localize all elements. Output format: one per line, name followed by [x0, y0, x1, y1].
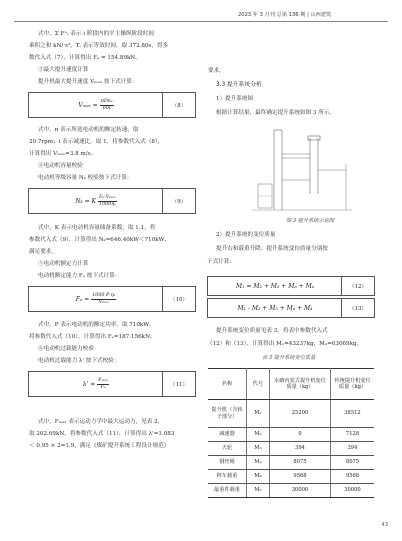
paragraph-line: ＜ 0.95 × 2=1.9，满足《煤矿提升系统工程设计规范》 — [29, 443, 170, 449]
paragraph-line: 提升系统变位质量见表 3，将表中参数代入式 — [216, 328, 328, 334]
header-rule — [14, 21, 388, 22]
table-header: 名称 — [208, 369, 247, 400]
subheading: 2）提升系统的变位质量 — [216, 232, 276, 238]
equation-number: （8） — [171, 103, 187, 109]
paragraph-line: （12）和（13），计算得出 M₁=43237kg，M₂=63069kg。 — [207, 341, 363, 347]
paragraph-line: 电动机等级容量 Nₖ 校验按下式计算： — [38, 175, 133, 181]
paragraph-line: 参数代入式（9），计算得出 Nₖ=646.40kW＜710kW， — [29, 237, 170, 243]
subheading: ③最大提升速度计算 — [38, 67, 89, 73]
equation-number: （11） — [170, 382, 188, 388]
paragraph-line: 取 202.69kN。将参数代入式（11），计算得出 λ'=1.083 — [29, 431, 175, 437]
equation-number: （12） — [349, 284, 367, 290]
table-row: 提升机（含转子部分） M₁ 25200 38512 — [208, 400, 374, 428]
table-row: 减速器 M₂ 0 7128 — [208, 428, 374, 442]
page-number: 43 — [381, 522, 388, 528]
equation-8: Vₘₐₓ = $\frac{\text{πDnₑ}}{60i}$ （8） — [28, 92, 196, 118]
running-header: 2023 年 3 月刊 总第 136 期 | 山西建筑 — [238, 12, 332, 18]
equation-10: Fₑ = $\frac{\text{1000·P·ηₛ}}{\text{Vₘₐₓ}}$ （10） — [28, 286, 196, 312]
paragraph-line: 提升右和载重升降、提升系统变位质量分别按 — [216, 246, 328, 252]
equation-9: Nₖ = K $\frac{\text{Fₚ·Vₘₐₓ}}{\text{1000ηₛ}}$ （9） — [28, 188, 196, 214]
equation-number: （9） — [171, 199, 187, 205]
paragraph-line: 电动机额定能力 Fₑ 按下式计算： — [38, 273, 121, 279]
subheading: ④电动机容量校验 — [38, 163, 83, 169]
paragraph-line: 式中，n 表示所选电动机的额定转速，取 — [38, 127, 139, 133]
paragraph-line: 电动机过载能力 λ' 按下式校验： — [38, 358, 120, 364]
mass-table — [208, 368, 374, 498]
paragraph-line: 根据计算结果，最终确定提升系统如图 3 所示。 — [216, 110, 335, 116]
paragraph-line: 将参数代入式（10），计算得出 Fₑ=187.156kN。 — [29, 334, 156, 340]
paragraph-line: 式中，K 表示电动机容量储备系数，取 1.1。将 — [38, 225, 156, 231]
table-header: 传统提升机变位质量（kg） — [331, 369, 375, 400]
table-row: 最重件载重 M₅ 30000 30000 — [208, 484, 374, 498]
table-caption: 表 3 提升系统变位质量 — [262, 355, 316, 361]
paragraph-line: 提升机最大提升速度 Vₘₐₓ 按下式计算： — [38, 79, 138, 85]
equation-number: （10） — [170, 297, 188, 303]
table-header: 代号 — [247, 369, 270, 400]
paragraph-line: 要求。 — [208, 68, 225, 74]
section-heading: 3.3 提升系统分析 — [216, 82, 262, 88]
subheading: ⑥电动机过载能力校验 — [38, 346, 94, 352]
paragraph-line: 20.7rpm；i 表示减速比，取 1，将参数代入式（8）， — [29, 139, 164, 145]
subheading: 1）提升系统图 — [216, 96, 254, 102]
hoist-system-figure — [250, 124, 355, 212]
paragraph-line: 乘积之和 kN/·s²，Tᵢ 表示等效时间，取 372.80s，得多 — [29, 43, 169, 49]
equation-11: λ' = $\frac{\text{Fₘₐₓ}}{\text{Fₑ}}$ （11） — [28, 371, 196, 397]
subheading: ⑤电动机额定力计算 — [38, 261, 89, 267]
table-row: 钢丝绳 Mₚ 8075 8075 — [208, 456, 374, 470]
figure-caption: 图 3 提升系统示意图 — [286, 218, 335, 224]
paragraph-line: 计算得出 Vₘₐₓ=3.8 m/s。 — [29, 151, 97, 157]
equation-13: M₁ - M₂ + M₃ + Mₚ + M₄ （13） — [207, 298, 375, 318]
equation-12: M₁ = M₂ + M₃ + Mₚ + Mₐ （12） — [207, 276, 375, 296]
table-header: 水碴内装式提升机变位质量（kg） — [270, 369, 331, 400]
paragraph-line: 满足要求。 — [29, 249, 57, 255]
paragraph-line: 下式计算： — [207, 259, 235, 265]
equation-number: （13） — [349, 306, 367, 312]
paragraph-line: 式中，Fₘₐₓ 表示运动力学中最大运动力，见表 2， — [38, 419, 164, 425]
table-row: 秤车载重 M₄ 9568 9568 — [208, 470, 374, 484]
table-row: 天轮 M₃ 394 394 — [208, 442, 374, 456]
paragraph-line: 式中，P 表示电动机的额定功率，取 710kW。 — [38, 322, 155, 328]
paragraph-line: 式中，Σ F⁺ᵢ 表示 i 阶段内的平主操纵阶段时间 — [38, 31, 154, 37]
paragraph-line: 数代入式（7），计算得出 Fₚ = 154.89kN。 — [29, 55, 141, 61]
